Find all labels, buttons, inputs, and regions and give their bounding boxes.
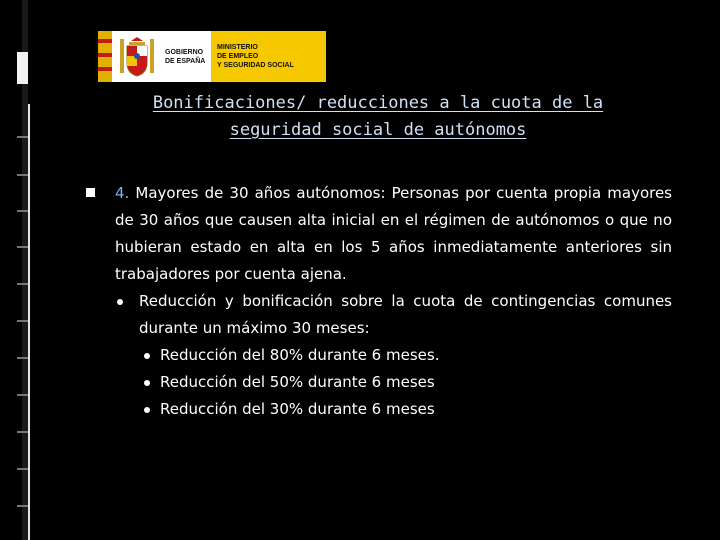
sub-item [139, 288, 672, 342]
logo-government-text [162, 31, 212, 82]
rail-mark [17, 136, 28, 138]
dot-bullet-icon [117, 299, 123, 305]
title-line: Bonificaciones/ reducciones a la cuota de la [152, 93, 604, 113]
sub-sub-item-text: Reducción del 50% durante 6 meses [160, 373, 435, 391]
dot-bullet-icon [144, 353, 150, 359]
paragraph-text: Mayores de 30 años autónomos: Personas por cuenta propia mayores de 30 años que causen alta inicial en el régimen de autónomos o que no hubieran estado en alta en los 5 años inmediatamente anteriores sin trabajadores por cuenta ajena. [115, 184, 672, 283]
logo-ministry-line: DE EMPLEO [217, 53, 259, 60]
square-bullet-icon [86, 188, 95, 197]
sub-sub-item-text: Reducción del 30% durante 6 meses [160, 400, 435, 418]
title-line: seguridad social de autónomos [229, 120, 527, 140]
item-number: 4. [115, 184, 130, 202]
rail-mark [17, 468, 28, 470]
logo-ministry-text [212, 31, 326, 82]
rail-mark [17, 394, 28, 396]
logo-ministry-line: Y SEGURIDAD SOCIAL [217, 62, 294, 69]
logo-gov-line: GOBIERNO [165, 48, 204, 56]
sub-sub-item [160, 396, 672, 423]
rail-mark [17, 431, 28, 433]
rail-mark [17, 320, 28, 322]
eu-flag-strip [98, 31, 112, 82]
sub-sub-item-text: Reducción del 80% durante 6 meses. [160, 346, 440, 364]
rail-block [17, 52, 28, 84]
rail-mark [17, 283, 28, 285]
rail-mark [17, 210, 28, 212]
rail-mark [17, 505, 28, 507]
sub-sub-item [160, 369, 672, 396]
logo-gov-line: DE ESPAÑA [165, 57, 206, 65]
dot-bullet-icon [144, 407, 150, 413]
coat-of-arms-icon [112, 31, 162, 82]
dot-bullet-icon [144, 380, 150, 386]
logo-ministry-line: MINISTERIO [217, 44, 258, 51]
rail-mark [17, 246, 28, 248]
rail-mark [17, 357, 28, 359]
rail-rule [28, 104, 30, 540]
main-paragraph [115, 180, 672, 288]
slide-title [60, 90, 696, 144]
sub-item-text: Reducción y bonificación sobre la cuota de contingencias comunes durante un máximo 30 meses: [139, 292, 672, 337]
government-logo [98, 31, 326, 82]
sub-sub-item [160, 342, 672, 369]
slide-body [90, 180, 672, 423]
rail-mark [17, 174, 28, 176]
